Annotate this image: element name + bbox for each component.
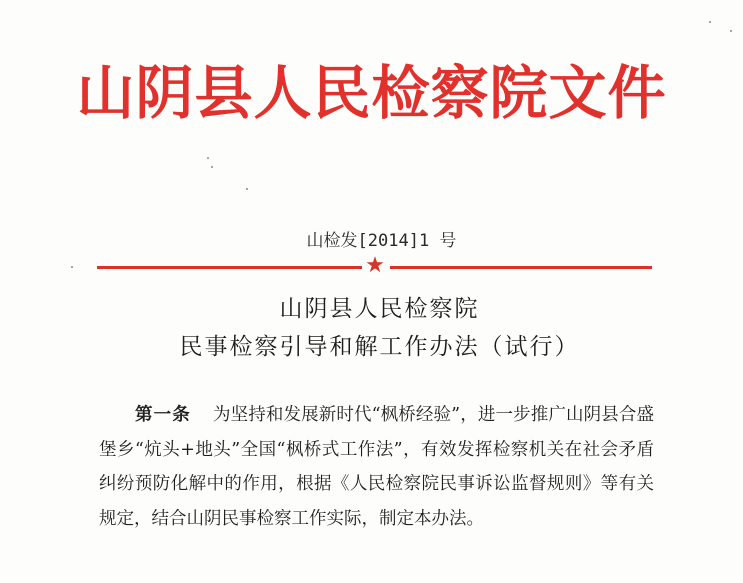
document-title-line2: 民事检察引导和解工作办法（试行） xyxy=(179,334,580,360)
article-text: 为坚持和发展新时代“枫桥经验”，进一步推广山阴县合盛堡乡“炕头+地头”全国“枫桥式工作法”，有效发挥检察机关在社会矛盾纠纷预防化解中的作用，根据《人民检察院民事诉讼监督规则》等有关规定，结合山阴民事检察工作实际，制定本办法。 xyxy=(99,405,654,529)
scan-speck xyxy=(246,188,248,190)
scan-speck xyxy=(730,30,732,32)
red-divider-right xyxy=(390,266,652,269)
issuer-header: 山阴县人民检察院文件 xyxy=(76,59,667,127)
article-paragraph xyxy=(99,398,654,536)
star-icon: ★ xyxy=(365,253,385,278)
article-label: 第一条 xyxy=(135,405,191,425)
scan-speck xyxy=(207,157,209,159)
red-divider-left xyxy=(97,266,362,269)
scan-speck xyxy=(709,21,711,23)
scan-speck xyxy=(211,166,213,168)
document-title-line1: 山阴县人民检察院 xyxy=(279,296,480,322)
document-number: 山检发[2014]1 号 xyxy=(306,231,457,251)
scan-speck xyxy=(71,266,73,268)
